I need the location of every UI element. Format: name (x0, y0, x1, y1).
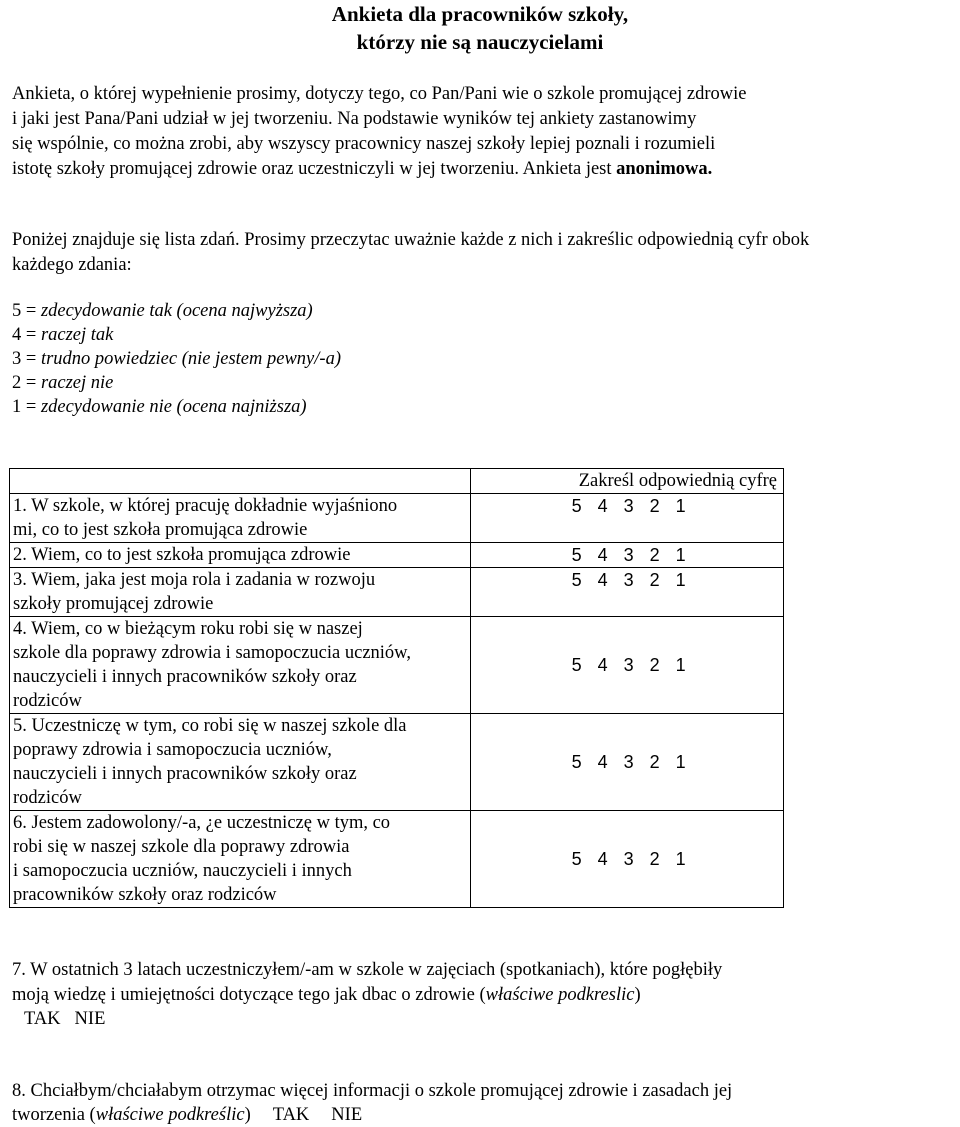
questionnaire-table (9, 468, 784, 908)
question-7-text: 7. W ostatnich 3 latach uczestniczyłem/-am w szkole w zajęciach (spotkaniach), które pogłębiły (12, 960, 723, 980)
table-row (10, 617, 784, 714)
intro-line: Ankieta, o której wypełnienie prosimy, dotyczy tego, co Pan/Pani wie o szkole promującej zdrowie (12, 84, 747, 104)
intro-line: się wspólnie, co można zrobi, aby wszyscy pracownicy naszej szkoły lepiej poznali i rozumieli (12, 134, 716, 154)
legend-item: 5 = zdecydowanie tak (ocena najwyższa) (12, 301, 313, 321)
question-cell: 6. Jestem zadowolony/-a, ¿e uczestniczę w tym, co robi się w naszej szkole dla poprawy zdrowia i samopoczucia uczniów, nauczycieli i innych pracowników szkoły oraz rodziców (10, 811, 471, 908)
legend-item: 3 = trudno powiedziec (nie jestem pewny/-a) (12, 349, 341, 369)
score-options[interactable]: 5 4 3 2 1 (471, 494, 784, 543)
question-8-text: 8. Chciałbym/chciałabym otrzymac więcej informacji o szkole promującej zdrowie i zasadach jej (12, 1081, 733, 1101)
intro-line (12, 157, 952, 181)
page-subtitle: którzy nie są nauczycielami (356, 30, 604, 54)
question-7-answers (24, 1007, 960, 1031)
question-cell: 5. Uczestniczę w tym, co robi się w naszej szkole dla poprawy zdrowia i samopoczucia uczniów, nauczycieli i innych pracowników szkoły oraz rodziców (10, 714, 471, 811)
score-options[interactable]: 5 4 3 2 1 (471, 617, 784, 714)
legend-item: 4 = raczej tak (12, 325, 114, 345)
page-title: Ankieta dla pracowników szkoły, (331, 2, 629, 26)
score-options[interactable]: 5 4 3 2 1 (471, 714, 784, 811)
question-cell: 1. W szkole, w której pracuję dokładnie wyjaśniono mi, co to jest szkoła promująca zdrowie (10, 494, 471, 543)
table-row (10, 494, 784, 543)
table-header-row (10, 469, 784, 494)
table-row (10, 568, 784, 617)
question-7-text: moją wiedzę i umiejętności dotyczące tego jak dbac o zdrowie (właściwe podkreslic) (12, 985, 641, 1005)
answer-no[interactable]: NIE (331, 1105, 363, 1125)
table-header: Zakreśl odpowiednią cyfrę (471, 469, 784, 494)
question-cell: 3. Wiem, jaka jest moja rola i zadania w rozwoju szkoły promującej zdrowie (10, 568, 471, 617)
score-options[interactable]: 5 4 3 2 1 (471, 568, 784, 617)
answer-no[interactable]: NIE (74, 1009, 106, 1029)
anonymous-note: anonimowa. (616, 159, 713, 179)
intro-line: i jaki jest Pana/Pani udział w jej tworzeniu. Na podstawie wyników tej ankiety zastanowimy (12, 109, 697, 129)
question-8-text: tworzenia (właściwe podkreślic) TAK NIE (12, 1105, 363, 1125)
legend-item: 1 = zdecydowanie nie (ocena najniższa) (12, 397, 307, 417)
answer-yes[interactable]: TAK (24, 1009, 61, 1029)
score-options[interactable]: 5 4 3 2 1 (471, 811, 784, 908)
instructions-line: Poniżej znajduje się lista zdań. Prosimy przeczytac uważnie każde z nich i zakreślic odpowiednią cyfr obok (12, 230, 810, 250)
table-row (10, 714, 784, 811)
table-row (10, 543, 784, 568)
header-empty-cell (10, 469, 471, 494)
legend-item: 2 = raczej nie (12, 373, 114, 393)
table-row (10, 811, 784, 908)
intro-text: istotę szkoły promującej zdrowie oraz uczestniczyli w jej tworzeniu. Ankieta jest (12, 159, 617, 179)
score-options[interactable]: 5 4 3 2 1 (471, 543, 784, 568)
instructions-line: każdego zdania: (12, 255, 132, 275)
question-cell: 2. Wiem, co to jest szkoła promująca zdrowie (10, 543, 471, 568)
answer-yes[interactable]: TAK (272, 1105, 310, 1125)
question-cell: 4. Wiem, co w bieżącym roku robi się w naszej szkole dla poprawy zdrowia i samopoczucia uczniów, nauczycieli i innych pracowników szkoły oraz rodziców (10, 617, 471, 714)
